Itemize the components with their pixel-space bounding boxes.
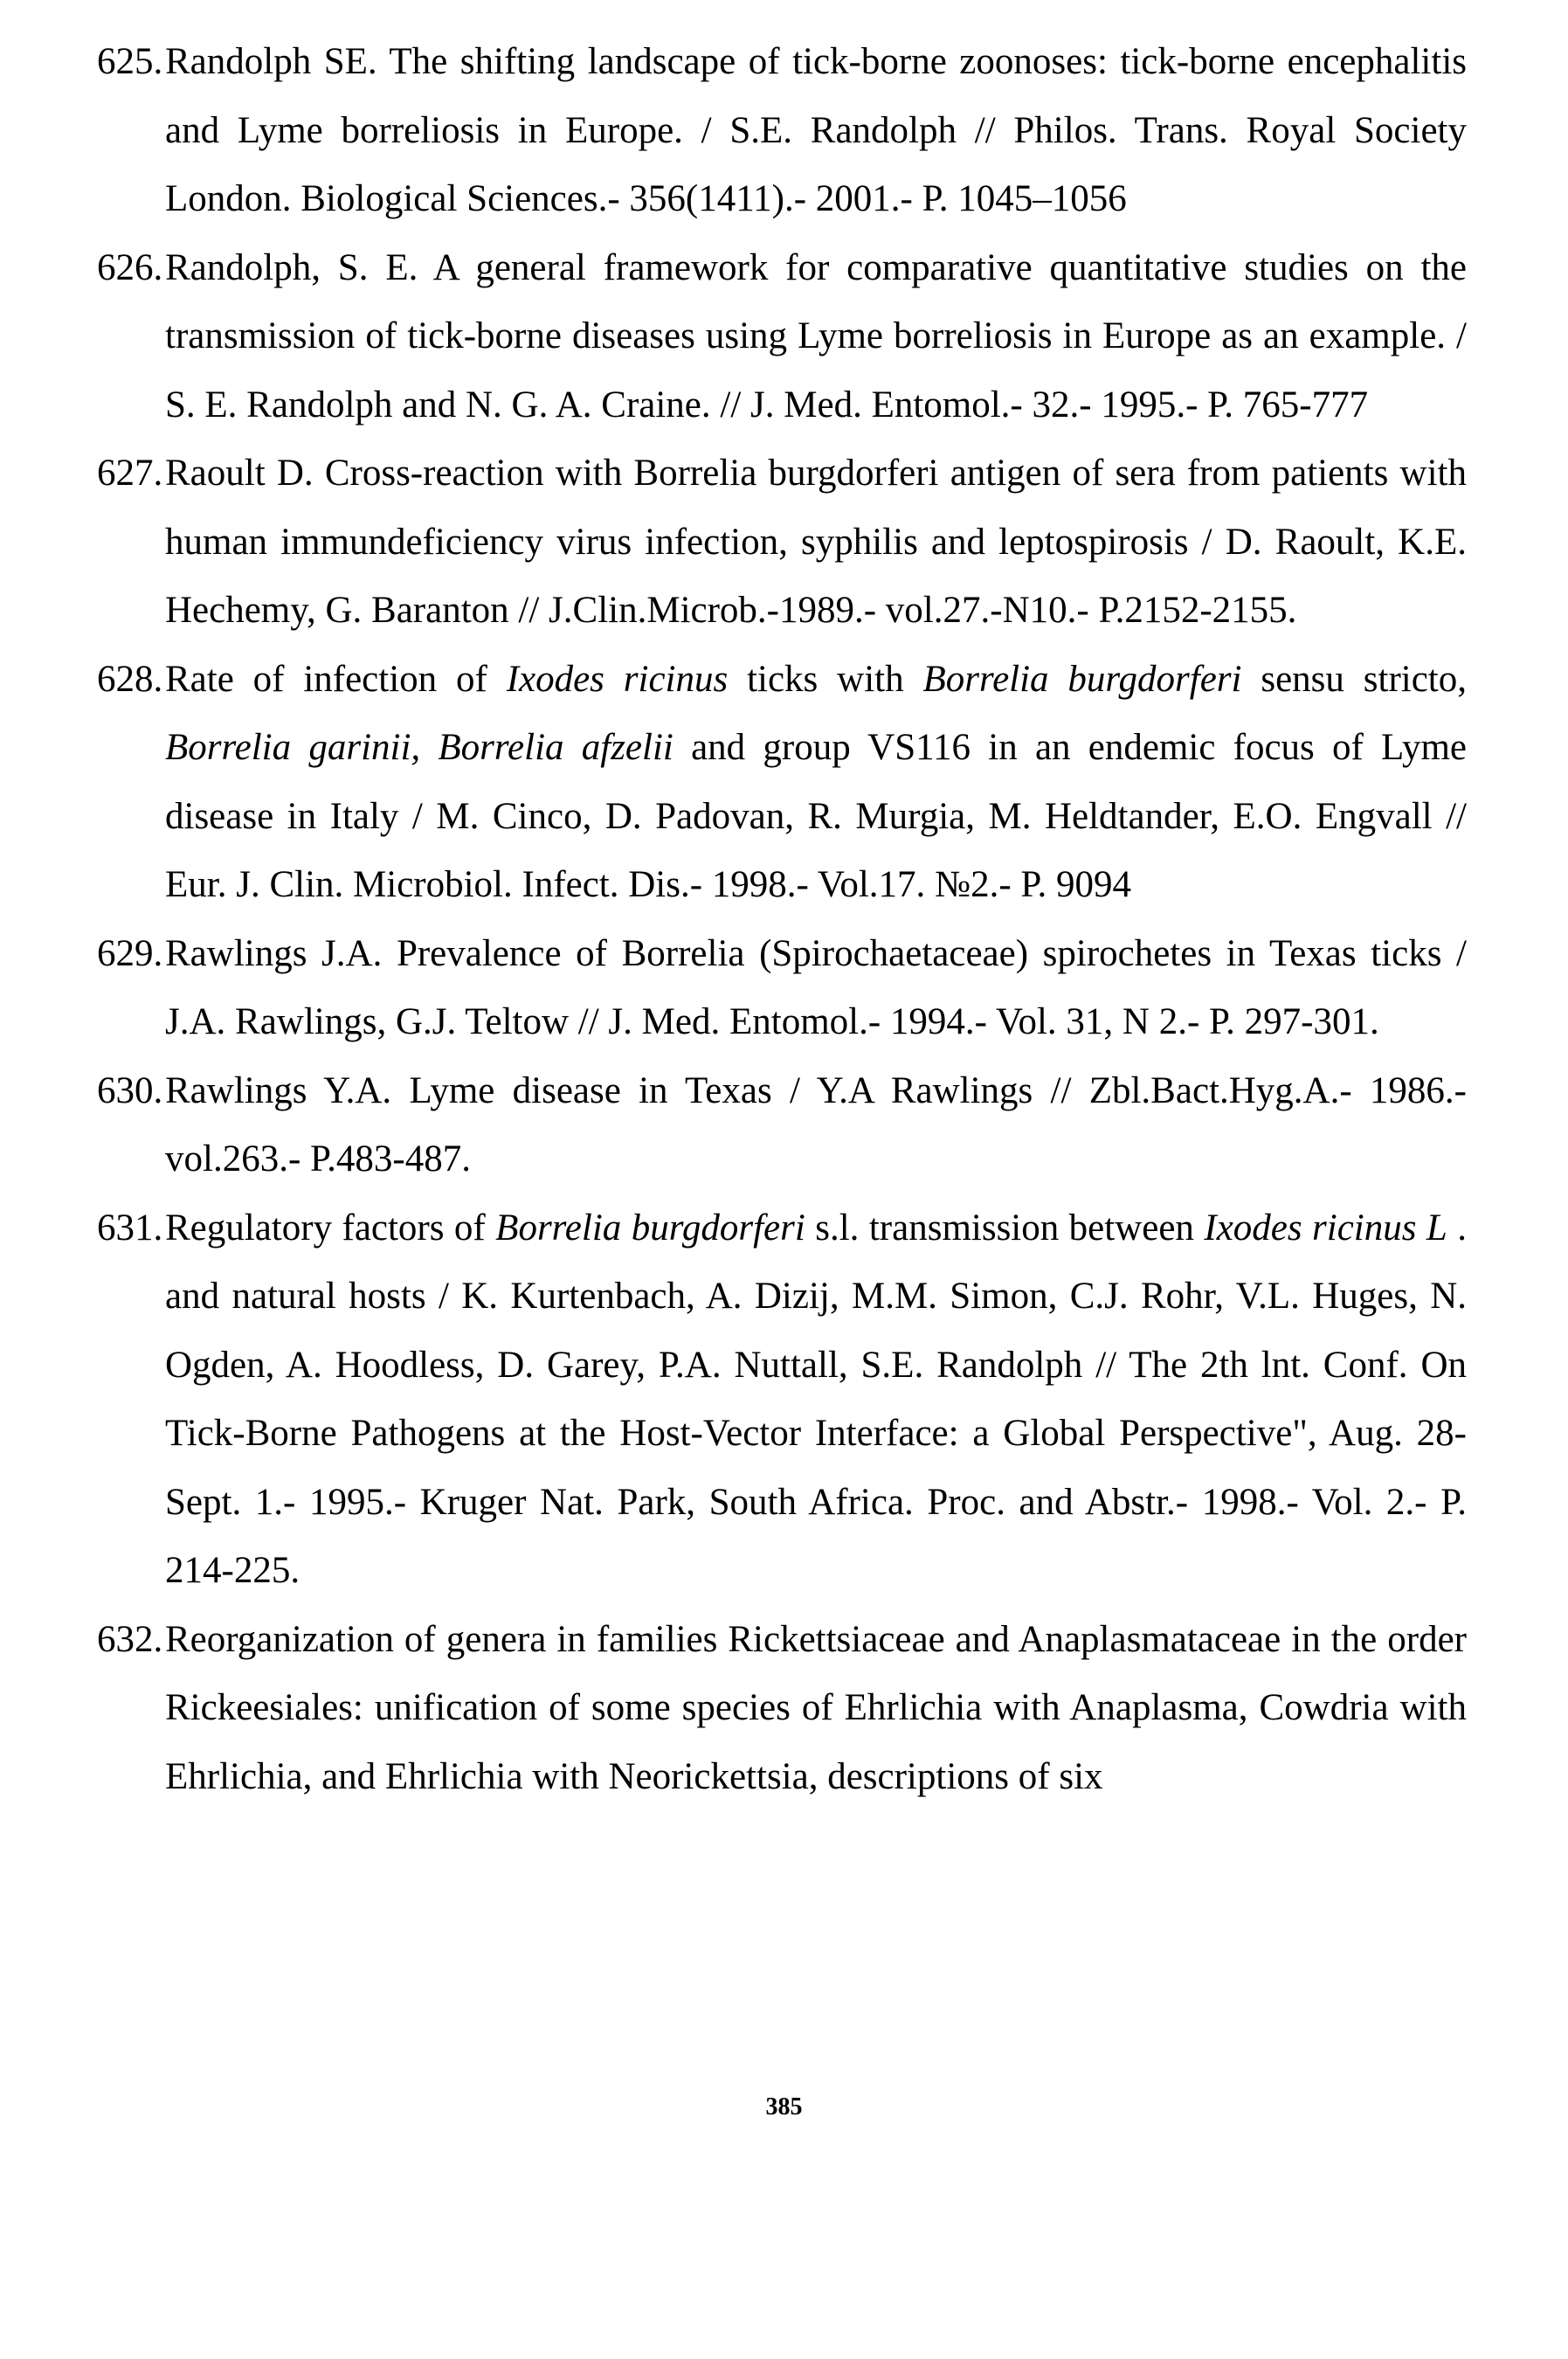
reference-item xyxy=(97,920,1467,1057)
reference-text-segment: Rate of infection of xyxy=(165,658,507,700)
reference-text-segment: Rawlings J.A. Prevalence of Borrelia (Spirochaetaceae) spirochetes in Texas ticks / J.A. Rawlings, G.J. Teltow // J. Med. Entomol.- 1994.- Vol. 31, N 2.- P. 297-301. xyxy=(165,932,1467,1042)
reference-number: 625. xyxy=(97,41,163,82)
reference-list xyxy=(97,28,1467,1811)
reference-text-segment: Rawlings Y.A. Lyme disease in Texas / Y.A Rawlings // Zbl.Bact.Hyg.A.- 1986.-vol.263.- P.483-487. xyxy=(165,1069,1467,1180)
reference-text-segment: Regulatory factors of xyxy=(165,1207,496,1249)
species-name: Ixodes ricinus L xyxy=(1204,1207,1447,1249)
reference-text-segment: Raoult D. Cross-reaction with Borrelia burgdorferi antigen of sera from patients with human immundeficiency virus infection, syphilis and leptospirosis / D. Raoult, K.E. Hechemy, G. Baranton // J.Clin.Microb.-1989.- vol.27.-N10.- P.2152-2155. xyxy=(165,453,1467,631)
reference-text-segment: . and natural hosts / K. Kurtenbach, A. Dizij, M.M. Simon, C.J. Rohr, V.L. Huges, N. Ogden, A. Hoodless, D. Garey, P.A. Nuttall, S.E. Randolph // The 2th lnt. Conf. On Tick-Borne Pathogens at the Host-Vector Interface: a Global Perspective", Aug. 28- Sept. 1.- 1995.- Kruger Nat. Park, South Africa. Proc. and Abstr.- 1998.- Vol. 2.- P. 214-225. xyxy=(165,1207,1468,1591)
reference-text xyxy=(165,28,1467,234)
reference-text-segment: s.l. transmission between xyxy=(805,1207,1205,1249)
reference-text-segment: Randolph SE. The shifting landscape of tick-borne zoonoses: tick-borne encephalitis and Lyme borreliosis in Europe. / S.E. Randolph // Philos. Trans. Royal Society London. Biological Sciences.- 356(1411).- 2001.- P. 1045–1056 xyxy=(165,41,1467,219)
species-name: Ixodes ricinus xyxy=(506,658,729,700)
reference-text-segment: sensu stricto, xyxy=(1241,658,1467,700)
reference-number: 629. xyxy=(97,932,163,974)
reference-item xyxy=(97,28,1467,234)
reference-text-segment: Reorganization of genera in families Rickettsiaceae and Anaplasmataceae in the order Rickeesiales: unification of some species of Ehrlichia with Anaplasma, Cowdria with Ehrlichia, and Ehrlichia with Neorickettsia, descriptions of six xyxy=(165,1618,1467,1797)
reference-text xyxy=(165,234,1467,440)
reference-item xyxy=(97,234,1467,440)
reference-item xyxy=(97,1606,1467,1812)
reference-item xyxy=(97,646,1467,920)
reference-text-segment: and group VS116 in an endemic focus of Lyme disease in Italy / M. Cinco, D. Padovan, R. Murgia, M. Heldtander, E.O. Engvall // Eur. J. Clin. Microbiol. Infect. Dis.- 1998.- Vol.17. №2.- P. 9094 xyxy=(165,727,1467,905)
reference-item xyxy=(97,1194,1467,1606)
reference-text xyxy=(165,1057,1467,1194)
reference-text-segment: Randolph, S. E. A general framework for comparative quantitative studies on the transmission of tick-borne diseases using Lyme borreliosis in Europe as an example. / S. E. Randolph and N. G. A. Craine. // J. Med. Entomol.- 32.- 1995.- P. 765-777 xyxy=(165,246,1467,425)
reference-text xyxy=(165,920,1467,1057)
reference-number: 631. xyxy=(97,1207,163,1249)
reference-item xyxy=(97,439,1467,646)
page-number: 385 xyxy=(765,2093,803,2120)
reference-text xyxy=(165,439,1467,646)
reference-number: 627. xyxy=(97,453,163,494)
reference-item xyxy=(97,1057,1467,1194)
reference-text xyxy=(165,1194,1467,1606)
species-name: Borrelia burgdorferi xyxy=(495,1207,805,1249)
reference-text xyxy=(165,1606,1467,1812)
reference-number: 630. xyxy=(97,1069,163,1111)
species-name: Borrelia burgdorferi xyxy=(922,658,1242,700)
species-name: Borrelia garinii, Borrelia afzelii xyxy=(165,727,673,768)
reference-text xyxy=(165,646,1467,920)
reference-text-segment: ticks with xyxy=(728,658,923,700)
reference-number: 632. xyxy=(97,1618,163,1660)
reference-number: 628. xyxy=(97,658,163,700)
reference-number: 626. xyxy=(97,246,163,288)
